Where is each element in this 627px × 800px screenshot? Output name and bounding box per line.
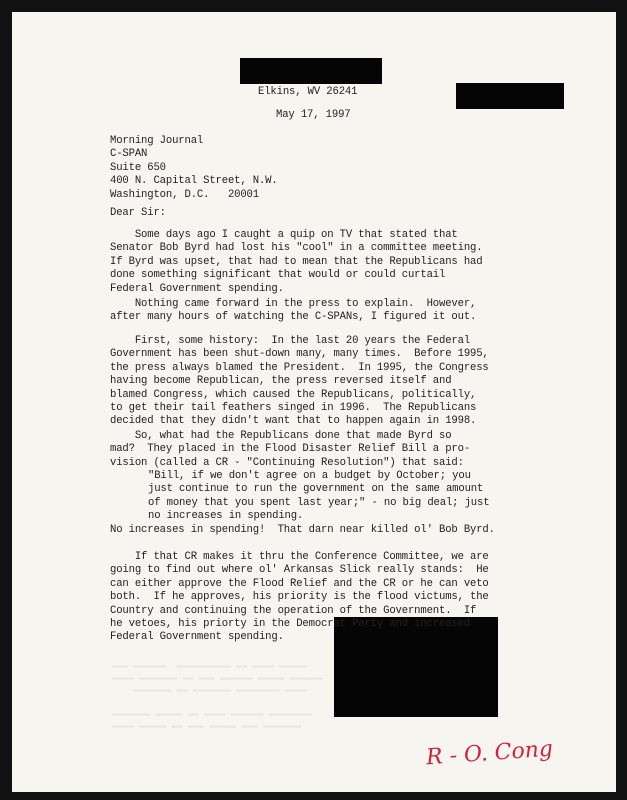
text-line: having become Republican, the press reversed itself and [110,375,452,388]
address-line: C-SPAN [110,148,148,161]
paragraph-4 [110,430,580,470]
redaction-name [240,58,382,84]
text-line: to get their tail feathers singed in 1996. The Republicans [110,402,477,415]
address-block [110,135,278,202]
text-line: Country and continuing the operation of the Government. If [110,604,477,617]
text-line: going to find out where ol' Arkansas Slick really stands: He [110,564,489,577]
letter-page [12,12,616,792]
address-line: Morning Journal [110,135,204,147]
text-line: So, what had the Republicans done that made Byrd so [110,430,452,442]
paragraph-1 [110,229,580,296]
quoted-block [148,470,616,524]
text-line: mad? They placed in the Flood Disaster Relief Bill a pro- [110,443,471,456]
paragraph-3 [110,335,580,429]
text-line: vision (called a CR - "Continuing Resolution") that said: [110,456,464,469]
bleed-through-texture: ▬▬▬ ▬▬▬▬▬▬ ▬▬▬▬▬▬▬▬▬▬ ▬▬ ▬▬▬▬ ▬▬▬▬▬ ▬▬▬▬ ▬▬▬▬▬▬▬ ▬▬ ▬▬▬ ▬▬▬▬▬▬ ▬▬▬▬▬ ▬▬▬▬▬▬ ▬▬▬▬▬▬▬ ▬▬ ▬▬▬▬▬▬▬ ▬▬▬▬▬▬▬▬ ▬▬▬▬ ▬▬▬▬▬▬▬ ▬▬▬▬▬ ▬▬ ▬▬▬▬ ▬▬▬▬▬▬ ▬▬▬▬▬▬▬▬ ▬▬▬▬ ▬▬▬▬▬ ▬▬ ▬▬▬ ▬▬▬▬▬ ▬▬▬ ▬▬▬▬▬▬▬ [112,661,323,731]
text-line: done something significant that would or could curtail [110,269,446,282]
text-line: after many hours of watching the C-SPANs, I figured it out. [110,311,477,324]
text-line: decided that they didn't want that to happen again in 1998. [110,415,477,428]
after-quote-line: No increases in spending! That darn near killed ol' Bob Byrd. [110,524,495,536]
salutation: Dear Sir: [110,207,166,219]
text-line: can either approve the Flood Relief and the CR or he can veto [110,577,489,590]
text-line: he vetoes, his priorty in the Democrat Party and increased [110,618,471,631]
text-line: Senator Bob Byrd had lost his "cool" in a committee meeting. [110,242,483,255]
handwritten-annotation: R - O. Cong [425,736,554,771]
text-line: Some days ago I caught a quip on TV that stated that [110,229,458,241]
text-line: no increases in spending. [148,510,304,523]
redaction-header-right [456,83,564,109]
address-line: 400 N. Capital Street, N.W. [110,175,278,188]
text-line: Federal Government spending. [110,282,284,295]
text-line: both. If he approves, his priority is the flood victums, the [110,591,489,604]
address-line: Washington, D.C. 20001 [110,188,259,201]
text-line: Federal Government spending. [110,631,284,644]
text-line: of money that you spent last year;" - no big deal; just [148,496,490,509]
text-line: the press always blamed the President. In 1995, the Congress [110,361,489,374]
text-line: First, some history: In the last 20 years the Federal [110,335,471,347]
text-line: If that CR makes it thru the Conference Committee, we are [110,551,489,563]
city-line: Elkins, WV 26241 [258,86,358,98]
closing-paragraph [110,551,580,645]
text-line: Government has been shut-down many, many times. Before 1995, [110,348,489,361]
address-line: Suite 650 [110,161,166,174]
text-line: Nothing came forward in the press to explain. However, [110,298,477,310]
text-line: "Bill, if we don't agree on a budget by October; you [148,470,471,482]
letter-date: May 17, 1997 [276,109,351,121]
text-line: If Byrd was upset, that had to mean that the Republicans had [110,255,483,268]
text-line: just continue to run the government on the same amount [148,483,484,496]
text-line: blamed Congress, which caused the Republicans, politically, [110,388,477,401]
paragraph-2 [110,298,580,325]
